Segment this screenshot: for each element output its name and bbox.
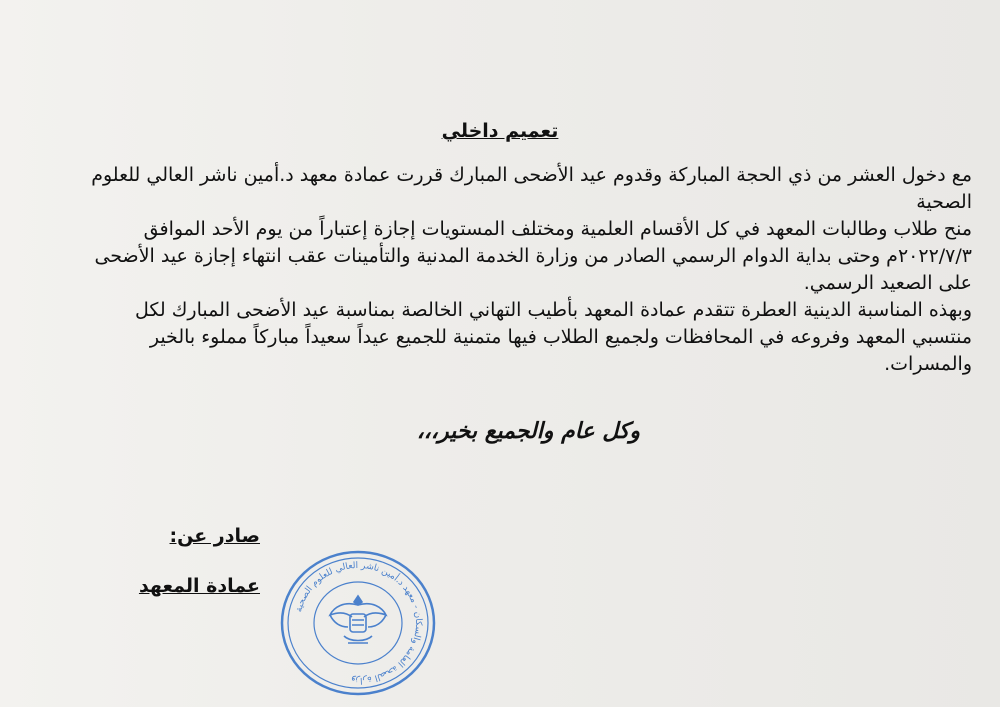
- paragraph-holiday-grant: منح طلاب وطالبات المعهد في كل الأقسام العلمية ومختلف المستويات إجازة إعتباراً من يوم الأحد الموافق ٢٠٢٢/٧/٣م وحتى بداية الدوام الرسمي الصادر من وزارة الخدمة المدنية والتأمينات عقب انتهاء إجازة عيد الأضحى على الصعيد الرسمي.: [94, 218, 972, 294]
- official-seal-icon: [278, 548, 438, 698]
- document-title: تعميم داخلي: [441, 120, 559, 142]
- paragraph-greetings: وبهذه المناسبة الدينية العطرة تتقدم عمادة المعهد بأطيب التهاني الخالصة بمناسبة عيد الأضحى المبارك لكل منتسبي المعهد وفروعه في المحافظات ولجميع الطلاب فيها متمنية للجميع عيداً سعيداً مباركاً مملوء بالخير والمسرات.: [135, 299, 972, 375]
- issuer-name: عمادة المعهد: [138, 575, 260, 597]
- closing-handwritten: وكل عام والجميع بخير،،،: [416, 418, 640, 444]
- document-body: [72, 162, 972, 378]
- issued-by-label: صادر عن:: [169, 525, 260, 547]
- paragraph-intro: مع دخول العشر من ذي الحجة المباركة وقدوم عيد الأضحى المبارك قررت عمادة معهد د.أمين ناشر العالي للعلوم الصحية: [91, 164, 972, 213]
- svg-text:وزارة الصحة العامة والسكان - م: وزارة الصحة العامة والسكان - معهد د.أمين ناشر العالي للعلوم الصحية: [294, 560, 424, 686]
